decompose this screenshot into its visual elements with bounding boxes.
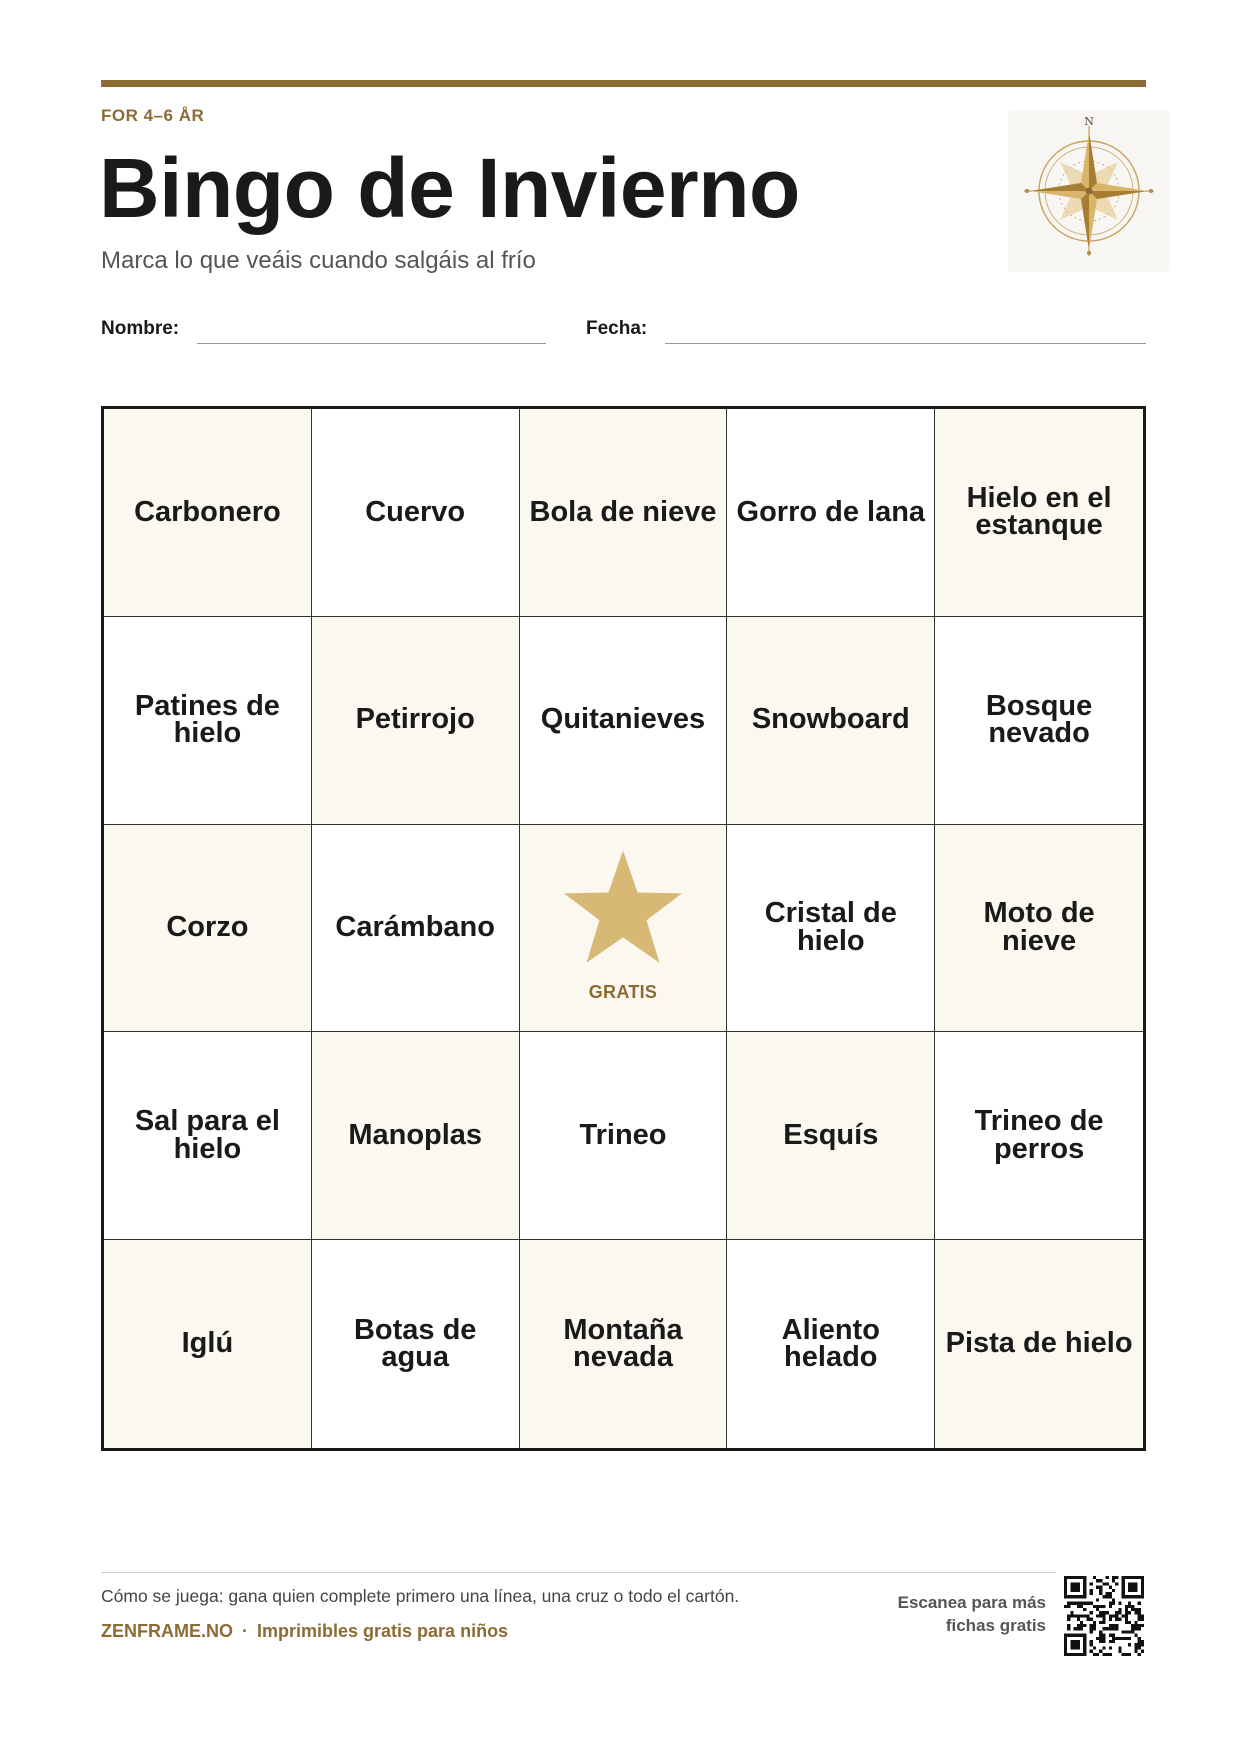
bingo-cell-label: Esquís <box>783 1119 879 1152</box>
bingo-cell[interactable] <box>520 1032 728 1240</box>
bingo-cell-label: Patines de hielo <box>134 689 280 750</box>
name-line[interactable] <box>197 343 546 344</box>
bingo-cell-label: Corzo <box>166 911 249 944</box>
age-label: FOR 4–6 ÅR <box>101 106 205 125</box>
bingo-cell[interactable] <box>727 1032 935 1240</box>
brand-name: ZENFRAME.NO <box>101 1621 233 1641</box>
bingo-cell[interactable] <box>727 1240 935 1448</box>
page-subtitle: Marca lo que veáis cuando salgáis al frío <box>101 247 536 274</box>
bingo-cell[interactable] <box>104 1240 312 1448</box>
bingo-cell-label: Gorro de lana <box>736 495 926 528</box>
bingo-cell[interactable] <box>104 1032 312 1240</box>
how-to-play-text: Cómo se juega: gana quien complete primero una línea, una cruz o todo el cartón. <box>101 1586 740 1606</box>
bingo-cell[interactable] <box>935 1240 1143 1448</box>
bingo-cell[interactable] <box>520 409 728 617</box>
bingo-cell[interactable] <box>935 617 1143 825</box>
bingo-cell-label: Bola de nieve <box>529 495 717 528</box>
bingo-cell-label: Bosque nevado <box>985 689 1093 750</box>
bingo-cell[interactable] <box>520 617 728 825</box>
footer-rule <box>101 1572 1056 1573</box>
name-label: Nombre: <box>101 318 180 339</box>
bingo-cell[interactable] <box>727 825 935 1033</box>
bingo-cell-label: Carámbano <box>335 911 495 944</box>
bingo-cell-label: Iglú <box>181 1327 234 1360</box>
top-rule <box>101 80 1146 87</box>
bingo-cell-label: Pista de hielo <box>945 1327 1133 1360</box>
brand-tagline: Imprimibles gratis para niños <box>257 1621 509 1641</box>
bingo-cell[interactable] <box>104 409 312 617</box>
bingo-cell-label: Petirrojo <box>355 703 475 736</box>
bingo-cell[interactable] <box>935 825 1143 1033</box>
bingo-cell-label: Sal para el hielo <box>134 1105 280 1165</box>
bingo-cell-label: Trineo <box>579 1119 667 1152</box>
brand-line <box>101 1621 508 1642</box>
compass-north-letter: N <box>1084 115 1094 128</box>
bingo-cell-label: Carbonero <box>134 495 281 528</box>
bingo-cell[interactable] <box>935 1032 1143 1240</box>
bingo-cell-label: Snowboard <box>751 703 910 736</box>
bingo-cell-label: Botas de agua <box>353 1313 477 1374</box>
date-label: Fecha: <box>586 318 648 339</box>
bingo-cell-label: Manoplas <box>348 1119 483 1152</box>
bingo-grid <box>101 406 1146 1451</box>
star-icon <box>561 848 685 966</box>
date-line[interactable] <box>665 343 1146 344</box>
bingo-cell-label: Hielo en el estanque <box>966 481 1112 542</box>
bingo-cell-label: Aliento helado <box>781 1313 880 1374</box>
bingo-cell[interactable] <box>727 617 935 825</box>
bingo-cell[interactable] <box>727 409 935 617</box>
scan-line-2: fichas gratis <box>945 1615 1046 1635</box>
bingo-cell[interactable] <box>312 1032 520 1240</box>
bingo-cell[interactable] <box>312 1240 520 1448</box>
brand-separator: · <box>242 1621 248 1641</box>
bingo-cell-label: Cuervo <box>365 495 466 528</box>
compass-rose-icon <box>1008 110 1170 272</box>
bingo-cell-label: Trineo de perros <box>974 1105 1104 1165</box>
bingo-cell[interactable] <box>312 409 520 617</box>
bingo-cell-label: Moto de nieve <box>983 897 1095 957</box>
bingo-cell[interactable] <box>104 617 312 825</box>
qr-code-icon <box>1064 1576 1144 1656</box>
free-label: GRATIS <box>588 982 658 1003</box>
bingo-cell[interactable] <box>520 1240 728 1448</box>
bingo-free-cell[interactable] <box>520 825 728 1033</box>
bingo-cell-label: Quitanieves <box>540 703 706 736</box>
page-title: Bingo de Invierno <box>99 141 800 235</box>
bingo-cell[interactable] <box>312 617 520 825</box>
scan-line-1: Escanea para más <box>897 1593 1046 1612</box>
bingo-cell[interactable] <box>104 825 312 1033</box>
scan-text <box>880 1592 1046 1638</box>
bingo-cell-label: Cristal de hielo <box>764 897 897 957</box>
bingo-cell[interactable] <box>312 825 520 1033</box>
bingo-cell-label: Montaña nevada <box>563 1313 683 1374</box>
bingo-cell[interactable] <box>935 409 1143 617</box>
